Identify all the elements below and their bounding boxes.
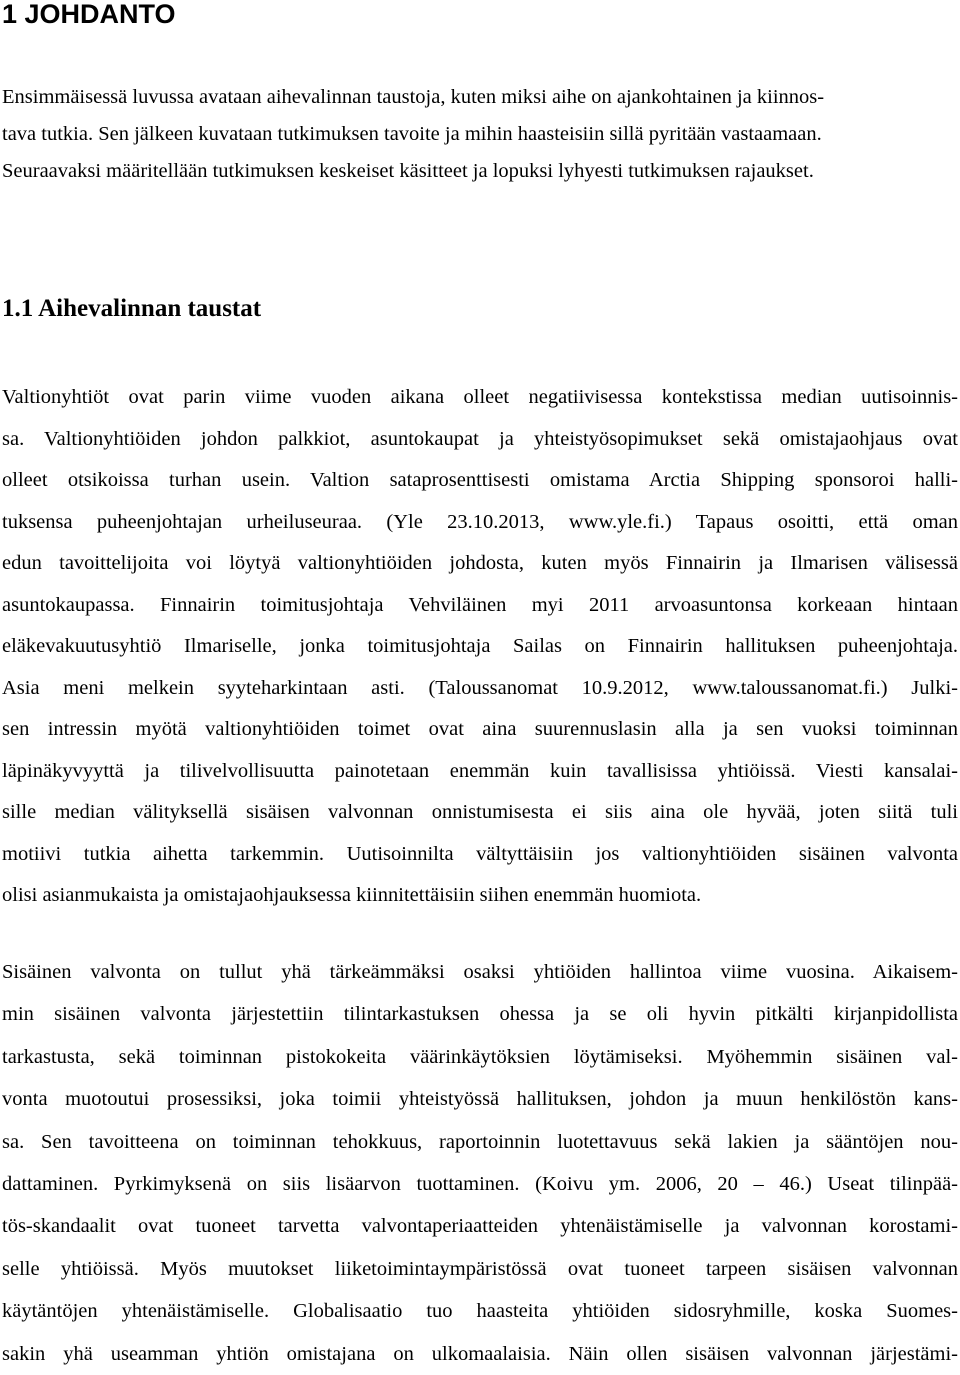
text-line: edun tavoittelijoita voi löytyä valtionyhtiöiden johdosta, kuten myös Finnairin ja Ilmarisen välisessä bbox=[2, 552, 958, 574]
text-line: tuksensa puheenjohtajan urheiluseuraa. (Yle 23.10.2013, www.yle.fi.) Tapaus osoitti, että oman bbox=[2, 510, 958, 533]
text-line: läpinäkyvyyttä ja tilivelvollisuutta painotetaan enemmän kuin tavallisissa yhtiöissä. Viesti kansalai- bbox=[2, 759, 958, 782]
intro-paragraph bbox=[2, 79, 958, 190]
chapter-heading: 1 JOHDANTO bbox=[2, 0, 176, 29]
text-line: sa. Sen tavoitteena on toiminnan tehokkuus, raportoinnin luotettavuus sekä lakien ja sääntöjen nou- bbox=[2, 1130, 958, 1153]
text-line: asuntokaupassa. Finnairin toimitusjohtaja Vehviläinen myi 2011 arvoasuntonsa korkeaan hintaan bbox=[2, 593, 958, 616]
text-line: olleet otsikoissa turhan usein. Valtion sataprosenttisesti omistama Arctia Shipping sponsoroi halli- bbox=[2, 469, 958, 491]
text-line: Seuraavaksi määritellään tutkimuksen keskeiset käsitteet ja lopuksi lyhyesti tutkimuksen rajaukset. bbox=[2, 160, 814, 182]
text-line: eläkevakuutusyhtiö Ilmariselle, jonka toimitusjohtaja Sailas on Finnairin hallituksen puheenjohtaja. bbox=[2, 635, 958, 657]
text-line: Sisäinen valvonta on tullut yhä tärkeämmäksi osaksi yhtiöiden hallintoa viime vuosina. Aikaisem- bbox=[2, 961, 958, 983]
text-line: käytäntöjen yhtenäistämiselle. Globalisaatio tuo haasteita yhtiöiden sidosryhmille, koska Suomes- bbox=[2, 1300, 958, 1323]
internal-control-paragraph bbox=[2, 951, 958, 1375]
section-heading: 1.1 Aihevalinnan taustat bbox=[2, 295, 262, 322]
text-line: selle yhtiöissä. Myös muutokset liiketoimintaympäristössä ovat tuoneet tarpeen sisäisen valvonnan bbox=[2, 1257, 958, 1280]
text-line: tava tutkia. Sen jälkeen kuvataan tutkimuksen tavoite ja mihin haasteisiin sillä pyritään vastaamaan. bbox=[2, 123, 822, 145]
text-line: Asia meni melkein syyteharkintaan asti. (Taloussanomat 10.9.2012, www.taloussanomat.fi.) Julki- bbox=[2, 676, 958, 699]
text-line: min sisäinen valvonta järjestettiin tilintarkastuksen ohessa ja se oli hyvin pitkälti kirjanpidollista bbox=[2, 1003, 958, 1026]
text-line: tarkastusta, sekä toiminnan pistokokeita väärinkäytöksien löytämiseksi. Myöhemmin sisäinen val- bbox=[2, 1045, 958, 1068]
text-line: Ensimmäisessä luvussa avataan aihevalinnan taustoja, kuten miksi aihe on ajankohtainen ja kiinnos- bbox=[2, 86, 825, 108]
text-line: dattaminen. Pyrkimyksenä on siis lisäarvon tuottaminen. (Koivu ym. 2006, 20 – 46.) Useat tilinpää- bbox=[2, 1172, 958, 1195]
text-line: sen intressin myötä valtionyhtiöiden toimet ovat aina suurennuslasin alla ja sen vuoksi toiminnan bbox=[2, 718, 958, 740]
text-line: motiivi tutkia aihetta tarkemmin. Uutisoinnilta vältyttäisiin jos valtionyhtiöiden sisäinen valvonta bbox=[2, 842, 958, 865]
text-line: tös-skandaalit ovat tuoneet tarvetta valvontaperiaatteiden yhtenäistämiselle ja valvonnan korostami- bbox=[2, 1215, 958, 1238]
text-line: sakin yhä useamman yhtiön omistajana on ulkomaalaisia. Näin ollen sisäisen valvonnan järjestämi- bbox=[2, 1342, 958, 1365]
text-line: olisi asianmukaista ja omistajaohjauksessa kiinnitettäisiin siihen enemmän huomiota. bbox=[2, 884, 702, 906]
text-line: sa. Valtionyhtiöiden johdon palkkiot, asuntokaupat ja yhteistyösopimukset sekä omistajaohjaus ovat bbox=[2, 427, 958, 450]
text-line: vonta muotoutui prosessiksi, joka toimii yhteistyössä hallituksen, johdon ja muun henkilöstön kans- bbox=[2, 1088, 958, 1111]
text-line: sille median välityksellä sisäisen valvonnan onnistumisesta ei siis aina ole hyvää, joten siitä tuli bbox=[2, 801, 958, 823]
text-line: Valtionyhtiöt ovat parin viime vuoden aikana olleet negatiivisessa kontekstissa median uutisoinnis- bbox=[2, 386, 958, 408]
background-paragraph bbox=[2, 377, 958, 917]
